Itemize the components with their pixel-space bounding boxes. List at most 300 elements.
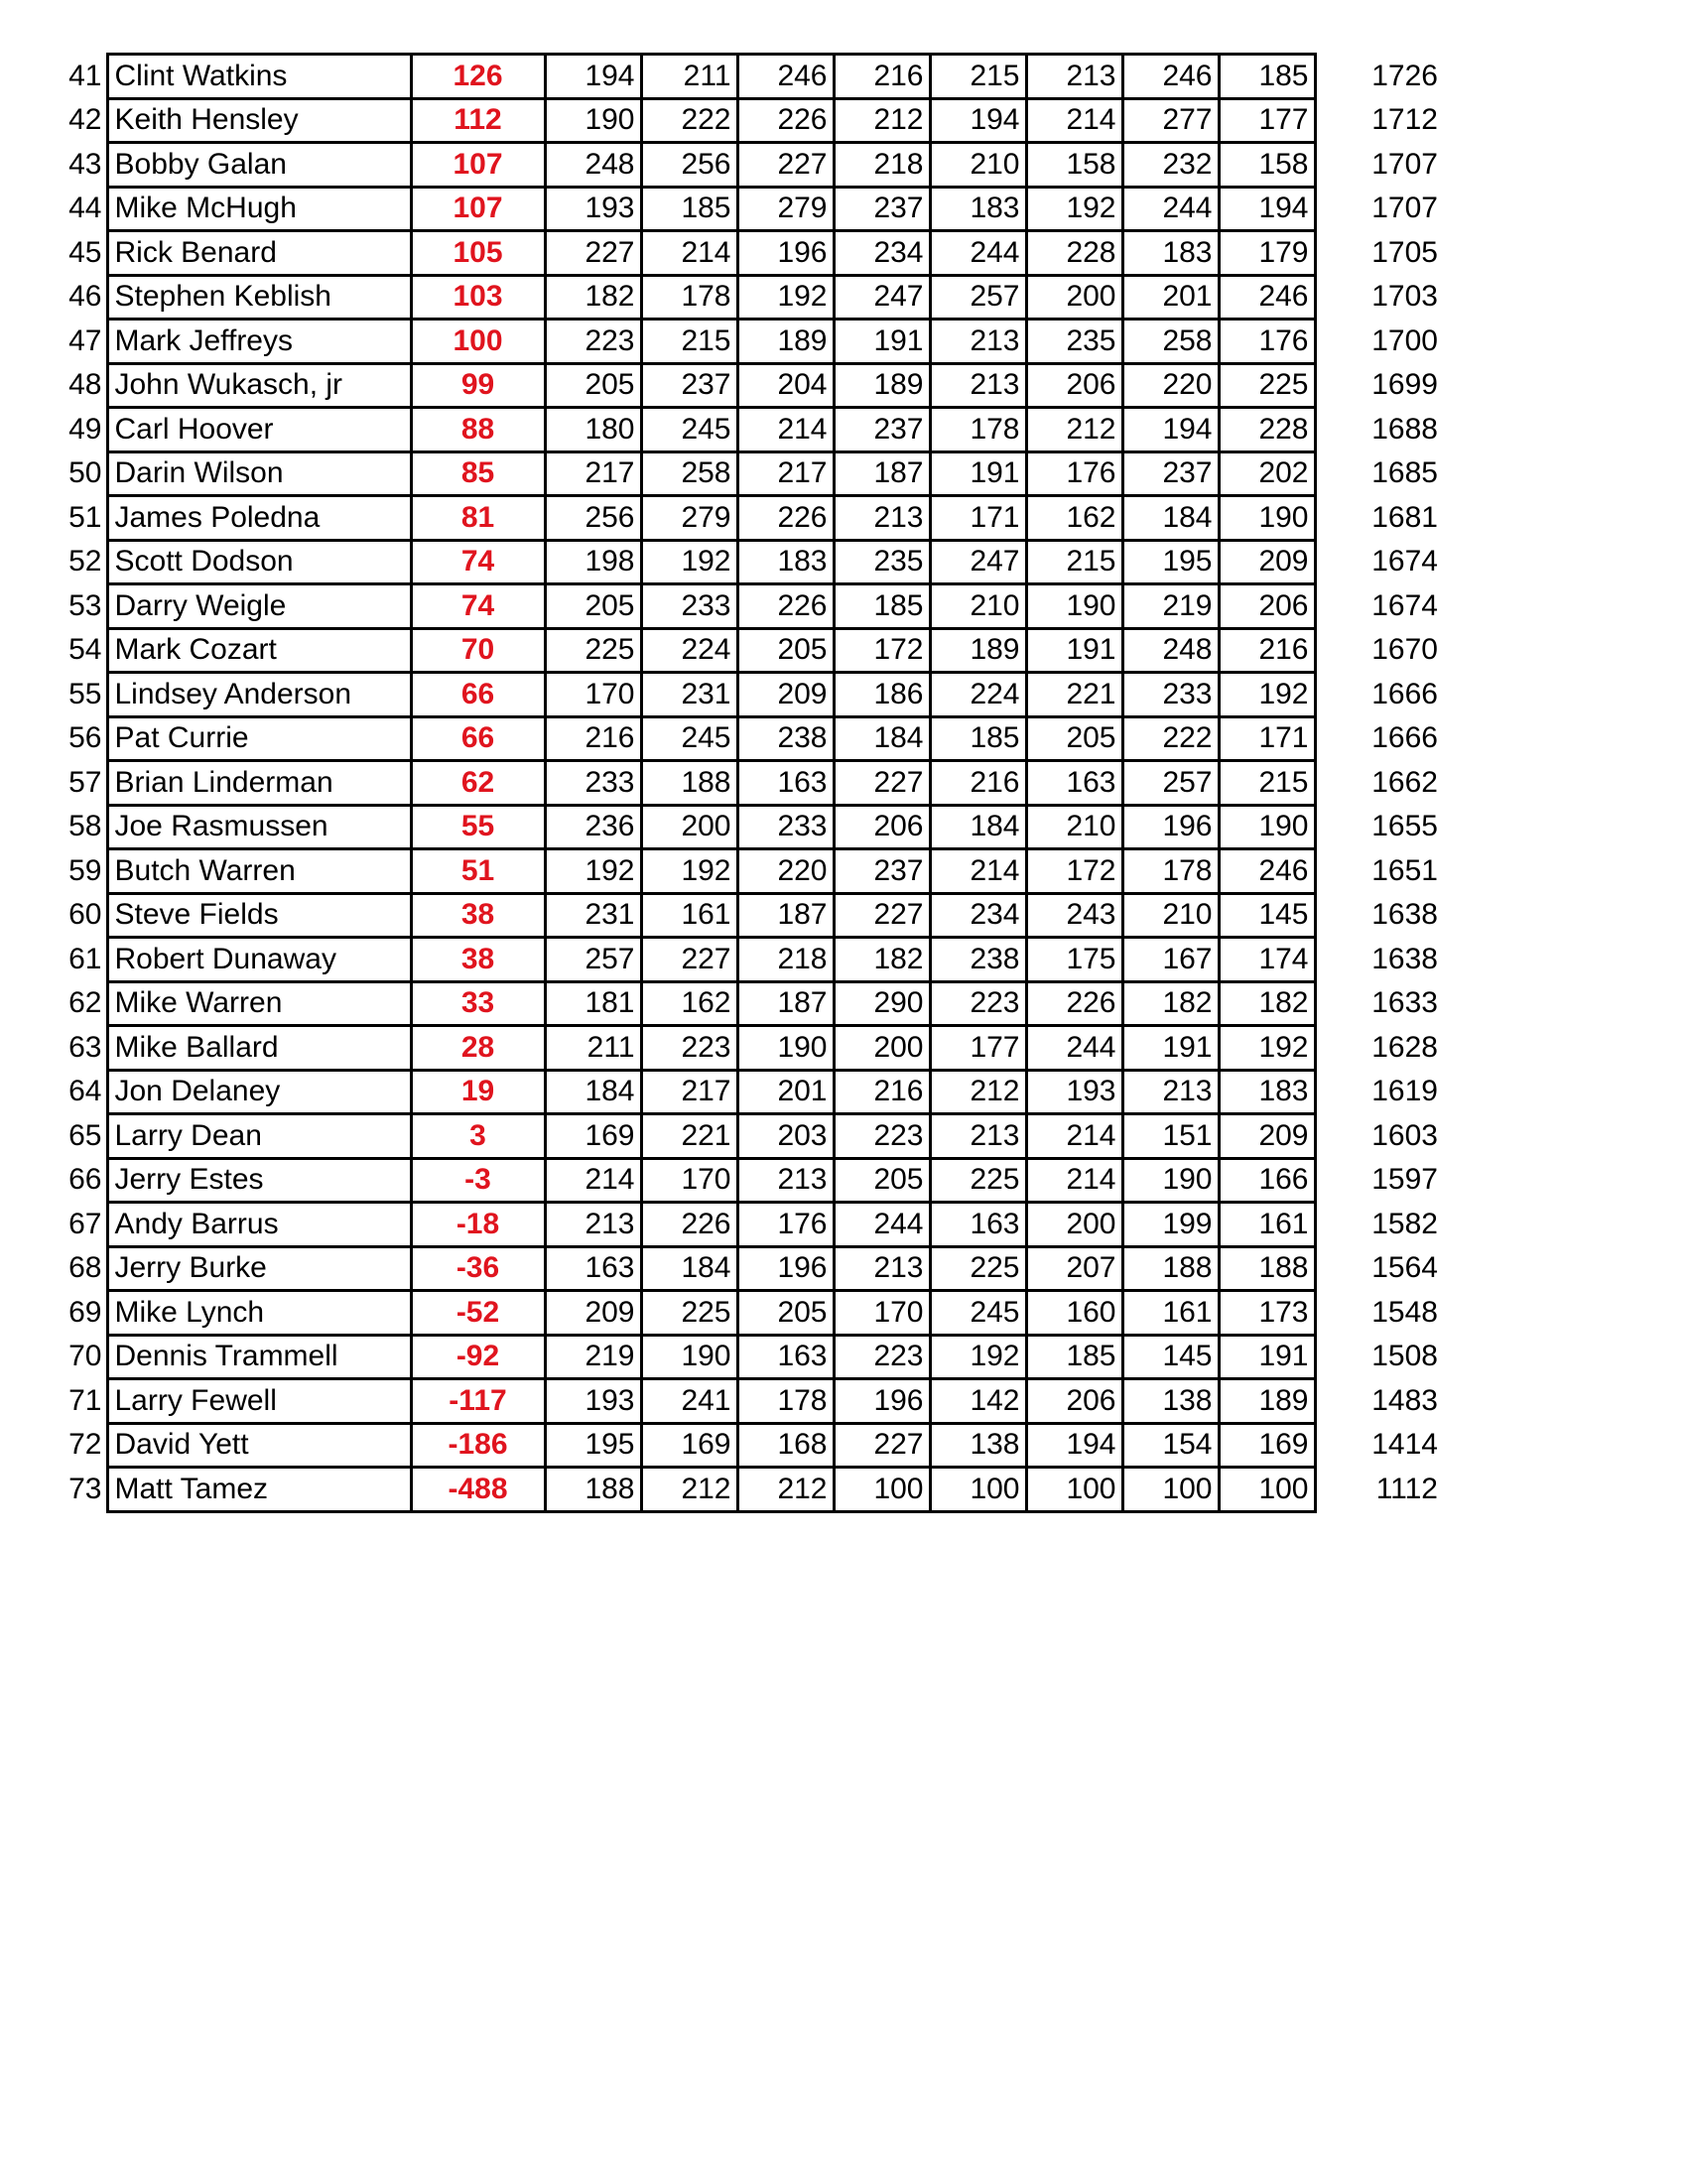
table-row [58,673,1444,717]
game-score-cell: 172 [1026,849,1122,894]
game-score-cell: 182 [545,275,641,320]
table-row [58,231,1444,276]
total-cell: 1707 [1371,147,1438,181]
game-score-cell: 247 [930,540,1026,584]
game-score-cell: 191 [1122,1026,1219,1071]
rank-cell: 42 [68,103,102,137]
game-score-cell: 217 [737,451,834,496]
game-score-cell: 193 [545,187,641,231]
game-score-cell: 257 [930,275,1026,320]
game-score-cell: 227 [545,231,641,276]
game-score-cell: 256 [641,143,737,188]
rank-cell: 70 [68,1340,102,1373]
game-score-cell: 213 [1122,1070,1219,1114]
bowler-name-cell: Jon Delaney [107,1070,411,1114]
game-score-cell: 244 [1026,1026,1122,1071]
game-score-cell: 192 [1219,673,1315,717]
game-score-cell: 212 [834,98,930,143]
handicap-cell: -36 [411,1246,545,1291]
handicap-cell: 112 [411,98,545,143]
game-score-cell: 188 [1122,1246,1219,1291]
table-row [58,805,1444,849]
table-row [58,1203,1444,1247]
total-cell: 1638 [1371,898,1438,932]
game-score-cell: 213 [545,1203,641,1247]
game-score-cell: 200 [1026,1203,1122,1247]
game-score-cell: 213 [834,1246,930,1291]
bowler-name-cell: Mark Cozart [107,628,411,673]
game-score-cell: 196 [737,1246,834,1291]
game-score-cell: 169 [641,1423,737,1468]
game-score-cell: 191 [1219,1335,1315,1379]
game-score-cell: 220 [737,849,834,894]
total-cell: 1651 [1371,853,1438,887]
handicap-cell: 85 [411,451,545,496]
game-score-cell: 166 [1219,1158,1315,1203]
handicap-cell: -186 [411,1423,545,1468]
total-cell: 1670 [1371,633,1438,667]
game-score-cell: 233 [641,584,737,629]
game-score-cell: 192 [545,849,641,894]
game-score-cell: 173 [1219,1291,1315,1336]
table-row [58,628,1444,673]
total-cell: 1705 [1371,235,1438,269]
total-cell: 1619 [1371,1075,1438,1108]
game-score-cell: 214 [641,231,737,276]
game-score-cell: 171 [930,496,1026,541]
total-cell: 1655 [1371,810,1438,843]
game-score-cell: 169 [1219,1423,1315,1468]
table-row [58,1026,1444,1071]
game-score-cell: 158 [1026,143,1122,188]
total-cell: 1712 [1371,103,1438,137]
total-cell: 1666 [1371,721,1438,755]
bowler-name-cell: Larry Fewell [107,1379,411,1424]
rank-cell: 63 [68,1030,102,1064]
game-score-cell: 257 [1122,761,1219,806]
total-cell: 1674 [1371,588,1438,622]
game-score-cell: 170 [641,1158,737,1203]
game-score-cell: 138 [1122,1379,1219,1424]
game-score-cell: 226 [737,98,834,143]
game-score-cell: 138 [930,1423,1026,1468]
handicap-cell: 62 [411,761,545,806]
table-row [58,320,1444,364]
total-cell: 1638 [1371,942,1438,975]
game-score-cell: 184 [930,805,1026,849]
game-score-cell: 184 [545,1070,641,1114]
game-score-cell: 225 [930,1246,1026,1291]
total-cell: 1688 [1371,412,1438,446]
game-score-cell: 223 [641,1026,737,1071]
game-score-cell: 215 [641,320,737,364]
game-score-cell: 225 [930,1158,1026,1203]
table-row [58,761,1444,806]
rank-cell: 62 [68,986,102,1020]
game-score-cell: 225 [1219,363,1315,408]
game-score-cell: 205 [545,363,641,408]
game-score-cell: 227 [834,893,930,938]
game-score-cell: 163 [930,1203,1026,1247]
game-score-cell: 190 [737,1026,834,1071]
handicap-cell: 105 [411,231,545,276]
table-row [58,1379,1444,1424]
game-score-cell: 192 [1026,187,1122,231]
game-score-cell: 192 [641,849,737,894]
game-score-cell: 238 [737,716,834,761]
handicap-cell: 100 [411,320,545,364]
handicap-cell: -3 [411,1158,545,1203]
handicap-cell: 70 [411,628,545,673]
game-score-cell: 205 [545,584,641,629]
game-score-cell: 175 [1026,938,1122,982]
game-score-cell: 142 [930,1379,1026,1424]
bowler-name-cell: Matt Tamez [107,1468,411,1512]
game-score-cell: 183 [737,540,834,584]
game-score-cell: 227 [737,143,834,188]
game-score-cell: 204 [737,363,834,408]
rank-cell: 64 [68,1075,102,1108]
game-score-cell: 189 [1219,1379,1315,1424]
total-cell: 1685 [1371,456,1438,490]
table-row [58,1335,1444,1379]
handicap-cell: 38 [411,893,545,938]
game-score-cell: 169 [545,1114,641,1159]
handicap-cell: 103 [411,275,545,320]
game-score-cell: 190 [641,1335,737,1379]
table-row [58,187,1444,231]
game-score-cell: 209 [1219,1114,1315,1159]
game-score-cell: 185 [641,187,737,231]
game-score-cell: 236 [545,805,641,849]
bowler-name-cell: Mark Jeffreys [107,320,411,364]
game-score-cell: 246 [1219,849,1315,894]
game-score-cell: 178 [641,275,737,320]
handicap-cell: 28 [411,1026,545,1071]
total-cell: 1674 [1371,545,1438,578]
game-score-cell: 192 [1219,1026,1315,1071]
game-score-cell: 213 [834,496,930,541]
rank-cell: 56 [68,721,102,755]
game-score-cell: 179 [1219,231,1315,276]
game-score-cell: 170 [834,1291,930,1336]
table-row [58,496,1444,541]
rank-cell: 57 [68,765,102,799]
handicap-cell: 107 [411,143,545,188]
handicap-cell: 38 [411,938,545,982]
game-score-cell: 203 [737,1114,834,1159]
game-score-cell: 184 [1122,496,1219,541]
game-score-cell: 194 [1026,1423,1122,1468]
game-score-cell: 215 [930,55,1026,99]
game-score-cell: 193 [1026,1070,1122,1114]
bowler-name-cell: Mike Lynch [107,1291,411,1336]
table-row [58,408,1444,452]
game-score-cell: 246 [1219,275,1315,320]
game-score-cell: 189 [834,363,930,408]
table-row [58,938,1444,982]
bowler-name-cell: Lindsey Anderson [107,673,411,717]
game-score-cell: 213 [737,1158,834,1203]
total-cell: 1666 [1371,677,1438,710]
game-score-cell: 217 [545,451,641,496]
game-score-cell: 238 [930,938,1026,982]
handicap-cell: -18 [411,1203,545,1247]
game-score-cell: 279 [641,496,737,541]
table-row [58,363,1444,408]
game-score-cell: 191 [930,451,1026,496]
bowler-name-cell: Steve Fields [107,893,411,938]
bowler-name-cell: Carl Hoover [107,408,411,452]
game-score-cell: 171 [1219,716,1315,761]
rank-cell: 55 [68,677,102,710]
game-score-cell: 162 [1026,496,1122,541]
game-score-cell: 184 [834,716,930,761]
table-row [58,849,1444,894]
game-score-cell: 151 [1122,1114,1219,1159]
bowler-name-cell: Darry Weigle [107,584,411,629]
handicap-cell: 74 [411,584,545,629]
table-row [58,893,1444,938]
game-score-cell: 222 [641,98,737,143]
rank-cell: 65 [68,1118,102,1152]
game-score-cell: 237 [834,187,930,231]
game-score-cell: 244 [1122,187,1219,231]
game-score-cell: 202 [1219,451,1315,496]
bowler-name-cell: John Wukasch, jr [107,363,411,408]
game-score-cell: 194 [930,98,1026,143]
game-score-cell: 277 [1122,98,1219,143]
game-score-cell: 245 [930,1291,1026,1336]
game-score-cell: 178 [737,1379,834,1424]
game-score-cell: 231 [545,893,641,938]
game-score-cell: 212 [641,1468,737,1512]
game-score-cell: 221 [641,1114,737,1159]
game-score-cell: 194 [1122,408,1219,452]
game-score-cell: 187 [737,893,834,938]
game-score-cell: 213 [930,320,1026,364]
rank-cell: 47 [68,323,102,357]
rank-cell: 44 [68,192,102,225]
game-score-cell: 237 [834,408,930,452]
game-score-cell: 193 [545,1379,641,1424]
rank-cell: 50 [68,456,102,490]
game-score-cell: 245 [641,408,737,452]
game-score-cell: 158 [1219,143,1315,188]
game-score-cell: 200 [834,1026,930,1071]
handicap-cell: -92 [411,1335,545,1379]
game-score-cell: 168 [737,1423,834,1468]
game-score-cell: 192 [641,540,737,584]
game-score-cell: 196 [834,1379,930,1424]
rank-cell: 43 [68,147,102,181]
game-score-cell: 228 [1026,231,1122,276]
game-score-cell: 172 [834,628,930,673]
game-score-cell: 246 [737,55,834,99]
game-score-cell: 178 [930,408,1026,452]
bowler-name-cell: Joe Rasmussen [107,805,411,849]
game-score-cell: 258 [641,451,737,496]
game-score-cell: 233 [1122,673,1219,717]
game-score-cell: 209 [737,673,834,717]
game-score-cell: 184 [641,1246,737,1291]
game-score-cell: 192 [737,275,834,320]
game-score-cell: 161 [1219,1203,1315,1247]
game-score-cell: 195 [545,1423,641,1468]
total-cell: 1603 [1371,1118,1438,1152]
game-score-cell: 188 [545,1468,641,1512]
game-score-cell: 177 [930,1026,1026,1071]
game-score-cell: 181 [545,981,641,1026]
game-score-cell: 235 [834,540,930,584]
game-score-cell: 237 [641,363,737,408]
game-score-cell: 206 [1026,363,1122,408]
game-score-cell: 191 [834,320,930,364]
game-score-cell: 226 [641,1203,737,1247]
table-row [58,981,1444,1026]
game-score-cell: 200 [1026,275,1122,320]
handicap-cell: 51 [411,849,545,894]
game-score-cell: 218 [834,143,930,188]
rank-cell: 60 [68,898,102,932]
game-score-cell: 213 [1026,55,1122,99]
bowler-name-cell: Mike Ballard [107,1026,411,1071]
game-score-cell: 233 [737,805,834,849]
rank-cell: 68 [68,1251,102,1285]
game-score-cell: 226 [737,584,834,629]
game-score-cell: 247 [834,275,930,320]
game-score-cell: 186 [834,673,930,717]
game-score-cell: 231 [641,673,737,717]
rank-cell: 52 [68,545,102,578]
game-score-cell: 206 [1026,1379,1122,1424]
game-score-cell: 210 [930,143,1026,188]
game-score-cell: 210 [930,584,1026,629]
bowler-name-cell: Dennis Trammell [107,1335,411,1379]
rank-cell: 59 [68,853,102,887]
game-score-cell: 100 [1219,1468,1315,1512]
bowler-name-cell: Butch Warren [107,849,411,894]
game-score-cell: 163 [545,1246,641,1291]
game-score-cell: 182 [1219,981,1315,1026]
handicap-cell: 3 [411,1114,545,1159]
game-score-cell: 225 [641,1291,737,1336]
handicap-cell: -52 [411,1291,545,1336]
game-score-cell: 170 [545,673,641,717]
game-score-cell: 210 [1122,893,1219,938]
game-score-cell: 161 [1122,1291,1219,1336]
table-row [58,1158,1444,1203]
table-row [58,55,1444,99]
game-score-cell: 228 [1219,408,1315,452]
bowler-name-cell: Jerry Burke [107,1246,411,1291]
game-score-cell: 162 [641,981,737,1026]
table-row [58,1423,1444,1468]
game-score-cell: 177 [1219,98,1315,143]
bowler-name-cell: Larry Dean [107,1114,411,1159]
table-row [58,143,1444,188]
game-score-cell: 216 [1219,628,1315,673]
game-score-cell: 188 [641,761,737,806]
game-score-cell: 243 [1026,893,1122,938]
game-score-cell: 189 [930,628,1026,673]
game-score-cell: 100 [1122,1468,1219,1512]
game-score-cell: 215 [1026,540,1122,584]
rank-cell: 46 [68,280,102,314]
bowler-name-cell: Stephen Keblish [107,275,411,320]
total-cell: 1582 [1371,1207,1438,1240]
game-score-cell: 100 [930,1468,1026,1512]
game-score-cell: 212 [1026,408,1122,452]
game-score-cell: 187 [834,451,930,496]
game-score-cell: 182 [1122,981,1219,1026]
total-cell: 1699 [1371,368,1438,402]
game-score-cell: 185 [930,716,1026,761]
bowler-name-cell: David Yett [107,1423,411,1468]
rank-cell: 66 [68,1163,102,1197]
table-row [58,716,1444,761]
total-cell: 1700 [1371,323,1438,357]
game-score-cell: 176 [1219,320,1315,364]
rank-cell: 51 [68,500,102,534]
table-row [58,540,1444,584]
game-score-cell: 191 [1026,628,1122,673]
game-score-cell: 180 [545,408,641,452]
game-score-cell: 225 [545,628,641,673]
game-score-cell: 200 [641,805,737,849]
game-score-cell: 215 [1219,761,1315,806]
rank-cell: 61 [68,942,102,975]
game-score-cell: 201 [1122,275,1219,320]
game-score-cell: 183 [930,187,1026,231]
game-score-cell: 227 [834,1423,930,1468]
game-score-cell: 220 [1122,363,1219,408]
rank-cell: 73 [68,1472,102,1505]
game-score-cell: 161 [641,893,737,938]
game-score-cell: 187 [737,981,834,1026]
bowler-name-cell: Jerry Estes [107,1158,411,1203]
game-score-cell: 211 [545,1026,641,1071]
game-score-cell: 154 [1122,1423,1219,1468]
game-score-cell: 244 [834,1203,930,1247]
game-score-cell: 210 [1026,805,1122,849]
game-score-cell: 223 [930,981,1026,1026]
rank-cell: 72 [68,1428,102,1462]
handicap-cell: 88 [411,408,545,452]
game-score-cell: 214 [1026,98,1122,143]
game-score-cell: 218 [737,938,834,982]
total-cell: 1548 [1371,1295,1438,1329]
handicap-cell: -117 [411,1379,545,1424]
game-score-cell: 190 [1219,805,1315,849]
bowler-name-cell: Keith Hensley [107,98,411,143]
game-score-cell: 237 [834,849,930,894]
game-score-cell: 196 [1122,805,1219,849]
game-score-cell: 223 [834,1335,930,1379]
game-score-cell: 207 [1026,1246,1122,1291]
game-score-cell: 257 [545,938,641,982]
game-score-cell: 221 [1026,673,1122,717]
total-cell: 1662 [1371,765,1438,799]
game-score-cell: 216 [834,1070,930,1114]
game-score-cell: 212 [737,1468,834,1512]
game-score-cell: 248 [1122,628,1219,673]
game-score-cell: 214 [545,1158,641,1203]
game-score-cell: 241 [641,1379,737,1424]
standings-body [58,55,1444,1512]
game-score-cell: 183 [1219,1070,1315,1114]
standings-table [58,53,1444,1513]
